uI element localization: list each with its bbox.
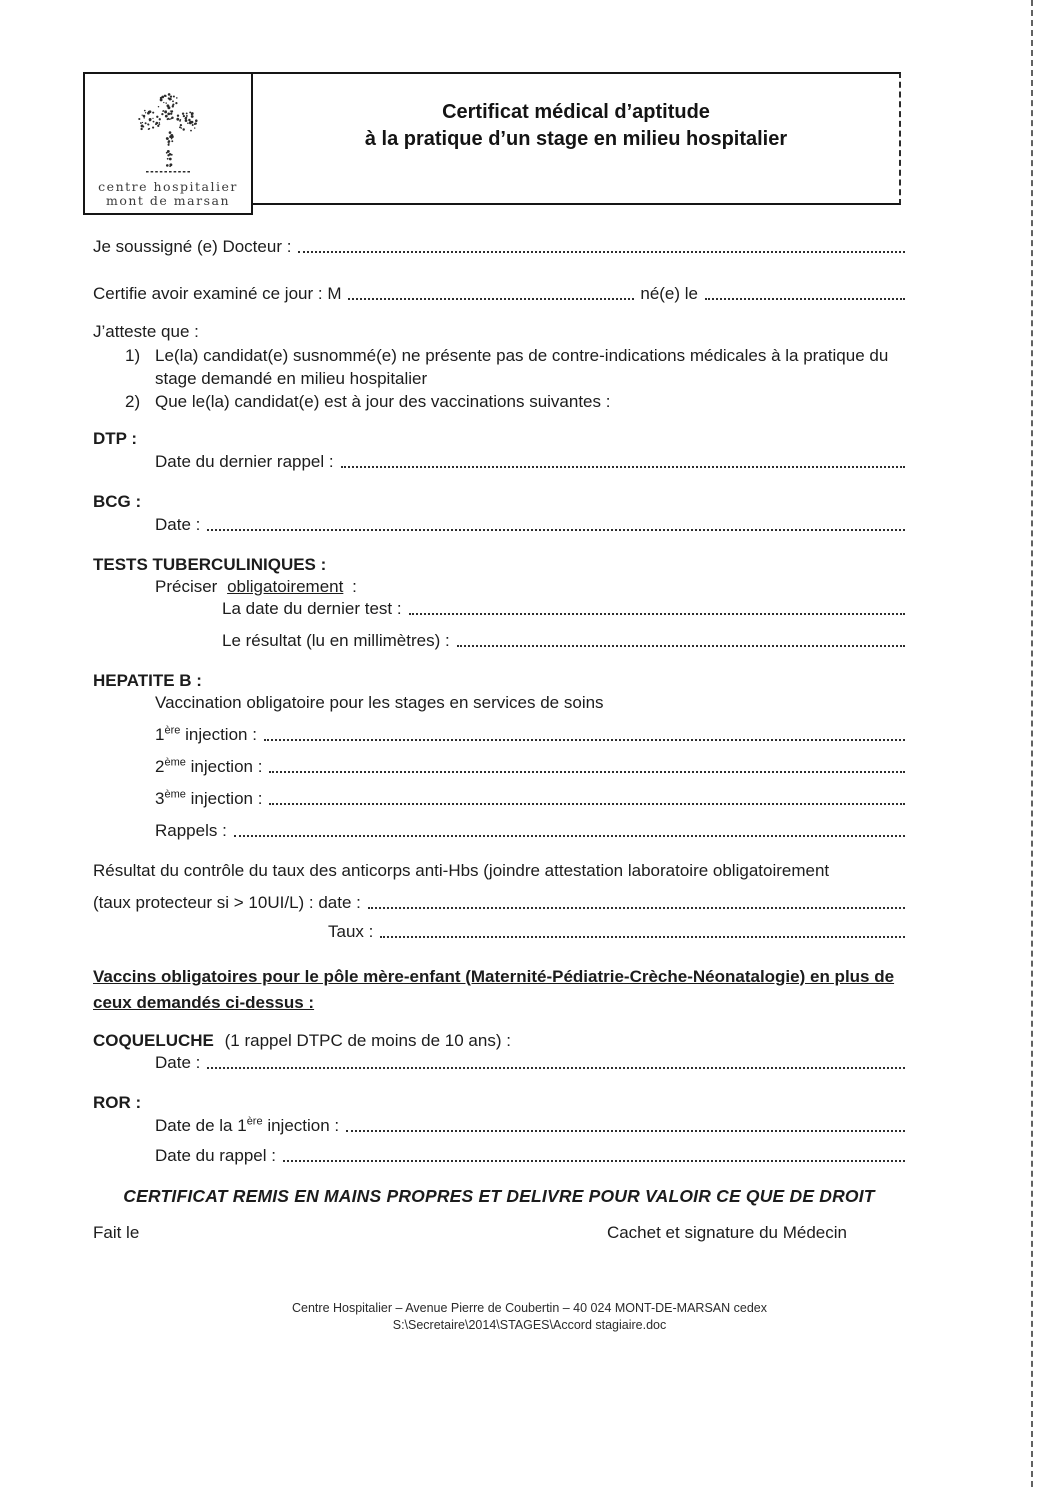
- coqueluche-date-label: Date :: [155, 1053, 201, 1072]
- ror-rappel-label: Date du rappel :: [155, 1146, 276, 1165]
- dotted-line: [264, 739, 905, 741]
- page-footer: [0, 1300, 1059, 1334]
- dtp-date-label: Date du dernier rappel :: [155, 452, 334, 471]
- logo-name-line1: centre hospitalier: [98, 179, 238, 194]
- last-test-date-field: [93, 599, 905, 619]
- preciser-line: [93, 577, 905, 597]
- preciser-suffix: :: [352, 577, 357, 596]
- signature-row: [93, 1223, 905, 1243]
- injection2-label: 2ème injection :: [155, 756, 263, 776]
- bcg-date-field: [93, 515, 905, 535]
- taux-label: Taux :: [328, 922, 374, 941]
- atteste-line: J’atteste que :: [93, 322, 199, 341]
- closing-statement: CERTIFICAT REMIS EN MAINS PROPRES ET DELIVRE POUR VALOIR CE QUE DE DROIT: [123, 1186, 875, 1206]
- item1-line1: Le(la) candidat(e) susnommé(e) ne présente pas de contre-indications médicales à la pratique du: [155, 346, 889, 365]
- scan-edge-artifact: [1031, 0, 1033, 1487]
- bcg-date-label: Date :: [155, 515, 201, 534]
- dtp-heading: DTP :: [93, 429, 138, 448]
- document-title-line1: Certificat médical d’aptitude: [442, 100, 710, 123]
- document-body: [0, 237, 1059, 1243]
- hepatite-note: Vaccination obligatoire pour les stages en services de soins: [155, 693, 604, 712]
- pole-heading-line2: ceux demandés ci-dessus :: [93, 993, 315, 1012]
- anticorps-line1: Résultat du contrôle du taux des anticorps anti-Hbs (joindre attestation laboratoire obligatoirement: [93, 861, 830, 880]
- examined-person-field: [93, 284, 905, 304]
- attestation-item-2: [93, 390, 905, 413]
- attestation-list: [93, 344, 905, 413]
- hospital-logo-box: [83, 72, 253, 215]
- hepatite-injection2-field: [93, 757, 905, 777]
- doctor-field-label: Je soussigné (e) Docteur :: [93, 237, 292, 256]
- dotted-line: [348, 298, 634, 300]
- dotted-line: [298, 251, 905, 253]
- coqueluche-note: (1 rappel DTPC de moins de 10 ans) :: [224, 1031, 511, 1050]
- test-result-label: Le résultat (lu en millimètres) :: [222, 631, 450, 650]
- anticorps-date-label: (taux protecteur si > 10UI/L) : date :: [93, 893, 361, 912]
- dotted-line: [346, 1130, 905, 1132]
- dotted-line: [269, 771, 905, 773]
- taux-field: [93, 922, 905, 942]
- attestation-item-1: [93, 344, 905, 390]
- coqueluche-heading: COQUELUCHE: [93, 1031, 214, 1050]
- document-title: [253, 99, 899, 153]
- dotted-line: [380, 936, 905, 938]
- hospital-logo-name: [98, 180, 238, 208]
- hepatite-injection1-field: [93, 725, 905, 745]
- dotted-line: [207, 1067, 905, 1069]
- preciser-prefix: Préciser: [155, 577, 218, 596]
- test-result-field: [93, 631, 905, 651]
- dotted-line: [457, 645, 905, 647]
- doctor-name-field: [93, 237, 905, 257]
- dtp-date-field: [93, 452, 905, 472]
- dotted-line: [368, 907, 905, 909]
- anticorps-date-field: [93, 893, 905, 913]
- coqueluche-heading-line: [93, 1031, 905, 1051]
- last-test-date-label: La date du dernier test :: [222, 599, 402, 618]
- ror-injection-label: Date de la 1ère injection :: [155, 1115, 340, 1135]
- ror-injection-field: [93, 1116, 905, 1136]
- rappels-label: Rappels :: [155, 821, 227, 840]
- preciser-underlined: obligatoirement: [227, 577, 344, 596]
- dotted-line: [341, 466, 905, 468]
- hepatite-rappels-field: [93, 821, 905, 841]
- dotted-line: [234, 835, 905, 837]
- injection1-label: 1ère injection :: [155, 724, 257, 744]
- tests-heading: TESTS TUBERCULINIQUES :: [93, 555, 327, 574]
- item-number: 2): [125, 392, 141, 411]
- cachet-signature-label: Cachet et signature du Médecin: [606, 1223, 847, 1242]
- bcg-heading: BCG :: [93, 492, 142, 511]
- injection3-label: 3ème injection :: [155, 788, 263, 808]
- dotted-line: [207, 529, 905, 531]
- pole-heading-line1: Vaccins obligatoires pour le pôle mère-enfant (Maternité-Pédiatrie-Crèche-Néonatalogie) en plus de: [93, 967, 895, 986]
- exam-field-label: Certifie avoir examiné ce jour : M: [93, 284, 342, 303]
- dotted-line: [409, 613, 905, 615]
- header: [83, 72, 901, 215]
- fait-le-label: Fait le: [93, 1223, 140, 1242]
- title-box: [253, 72, 901, 205]
- birthdate-field-label: né(e) le: [640, 284, 698, 303]
- hospital-tree-logo-icon: [109, 90, 227, 180]
- pole-mere-enfant-heading: [93, 964, 990, 1016]
- logo-name-line2: mont de marsan: [106, 193, 230, 208]
- footer-file-path: S:\Secretaire\2014\STAGES\Accord stagiaire.doc: [392, 1318, 667, 1332]
- item1-line2: stage demandé en milieu hospitalier: [155, 369, 428, 388]
- item-text: [155, 344, 905, 390]
- coqueluche-date-field: [93, 1053, 905, 1073]
- document-title-line2: à la pratique d’un stage en milieu hospitalier: [364, 127, 788, 150]
- item-number: 1): [125, 346, 141, 365]
- item-text: Que le(la) candidat(e) est à jour des vaccinations suivantes :: [155, 392, 611, 411]
- hepatite-injection3-field: [93, 789, 905, 809]
- dotted-line: [283, 1160, 905, 1162]
- hepatite-heading: HEPATITE B :: [93, 671, 202, 690]
- dotted-line: [705, 298, 905, 300]
- footer-address: Centre Hospitalier – Avenue Pierre de Coubertin – 40 024 MONT-DE-MARSAN cedex: [292, 1301, 767, 1315]
- dotted-line: [269, 803, 905, 805]
- ror-heading: ROR :: [93, 1093, 142, 1112]
- ror-rappel-field: [93, 1146, 905, 1166]
